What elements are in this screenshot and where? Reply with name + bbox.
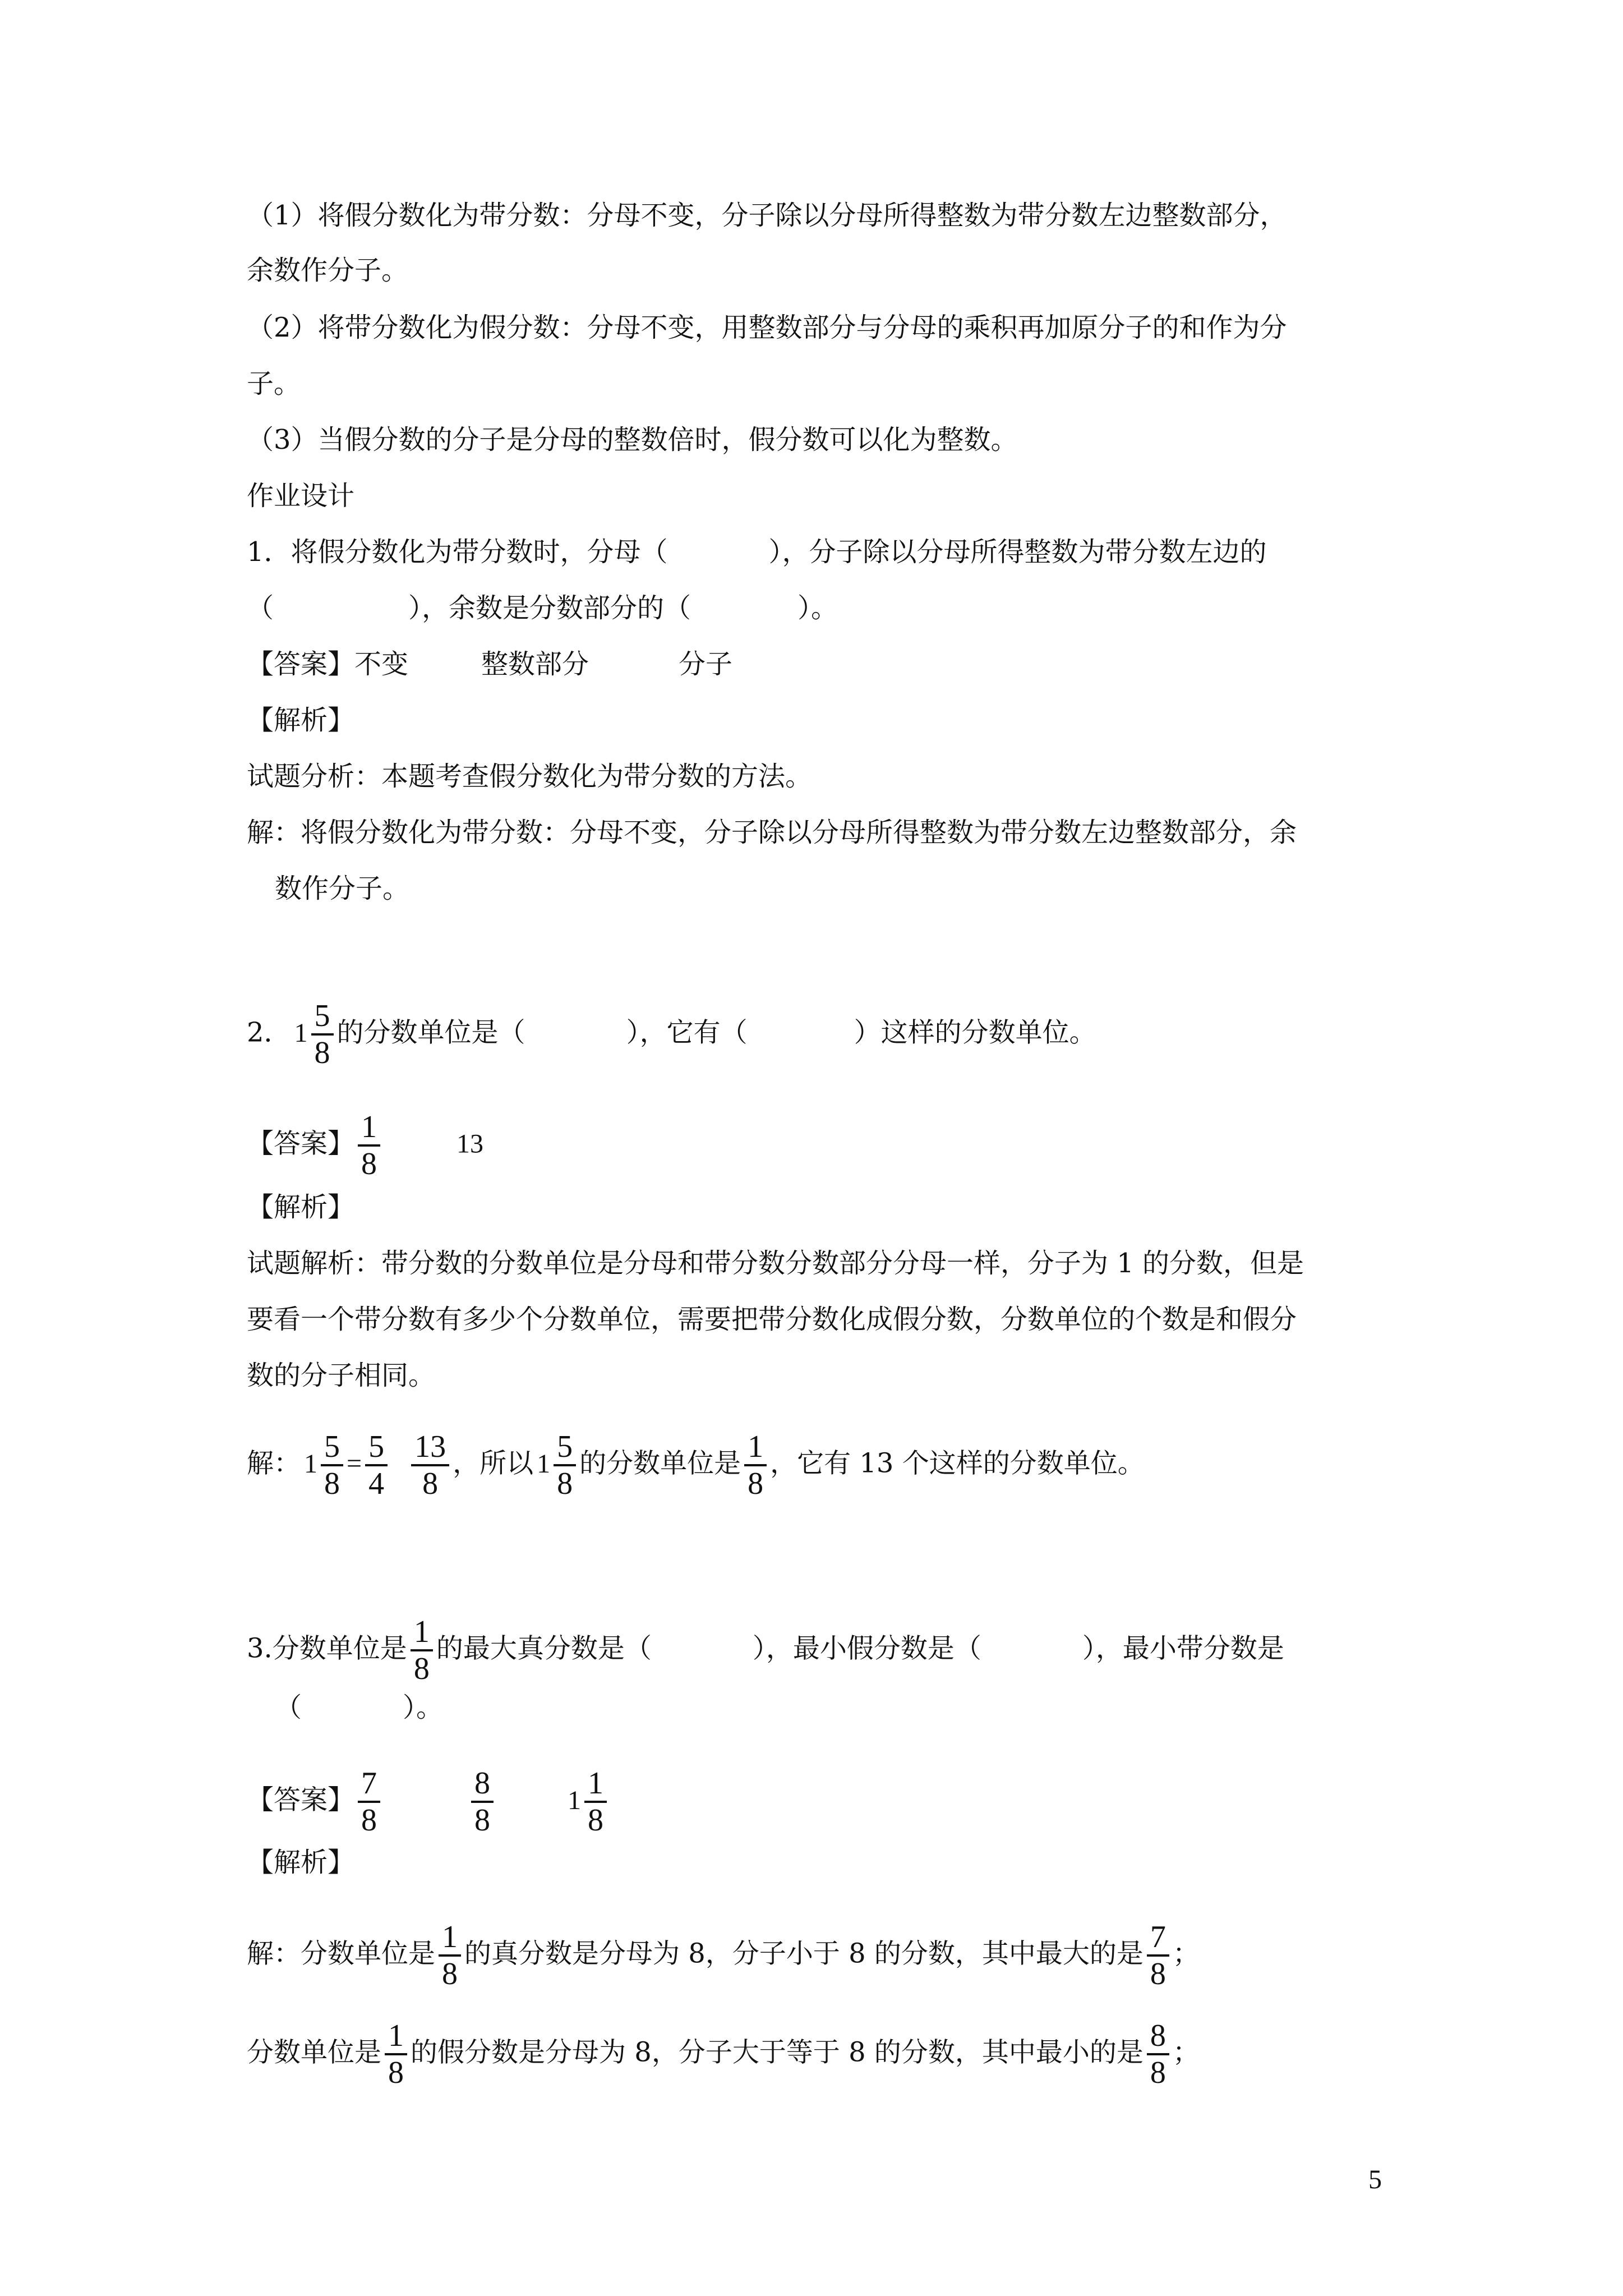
question-1-text-a: 1．将假分数化为带分数时，分母（ bbox=[247, 536, 668, 568]
answer-value: 整数部分 bbox=[481, 648, 589, 680]
intro-paragraph-1-cont: 余数作分子。 bbox=[247, 255, 409, 286]
question-3-solution-1: 解：分数单位是 $\frac{1}{8}$ 的真分数是分母为 8，分子小于 8 的分数，其中最大的是 $\frac{7}{8}$ ； bbox=[247, 1920, 1200, 1991]
question-1-solution-cont: 数作分子。 bbox=[275, 873, 410, 904]
answer-value: 13 bbox=[457, 1129, 484, 1159]
question-3-solution-2: 分数单位是 $\frac{1}{8}$ 的假分数是分母为 8，分子大于等于 8 的分数，其中最小的是 $\frac{8}{8}$ ； bbox=[247, 2018, 1200, 2090]
fraction: $\frac{1}{8}$ bbox=[439, 1921, 461, 1990]
fraction: $\frac{5}{4}$ bbox=[365, 1430, 388, 1500]
question-1-text-d: ），余数是分数部分的（ bbox=[408, 592, 691, 624]
question-2-answer bbox=[247, 1111, 483, 1180]
intro-paragraph-2-cont: 子。 bbox=[247, 368, 301, 399]
question-3-answer: 【答案】 $\frac{7}{8}$ $\frac{8}{8}$ 1 $\frac{1}{8}$ bbox=[247, 1767, 610, 1837]
question-1-text-c: （ bbox=[247, 592, 274, 624]
question-1-line-1 bbox=[247, 534, 1267, 570]
question-3-number: 3.分数单位是 bbox=[247, 1632, 407, 1664]
question-1-analysis: 试题分析：本题考查假分数化为带分数的方法。 bbox=[247, 761, 813, 792]
fraction: $\frac{1}{8}$ bbox=[385, 2019, 407, 2089]
question-1-solution: 解：将假分数化为带分数：分母不变，分子除以分母所得整数为带分数左边整数部分，余 bbox=[247, 817, 1297, 848]
fraction: $\frac{1}{8}$ bbox=[411, 1616, 433, 1685]
question-3-analysis-label: 【解析】 bbox=[247, 1847, 355, 1878]
question-2-analysis-2: 要看一个带分数有多少个分数单位，需要把带分数化成假分数，分数单位的个数是和假分 bbox=[247, 1304, 1297, 1335]
section-title: 作业设计 bbox=[247, 480, 355, 512]
question-2-number: 2． bbox=[247, 1016, 291, 1048]
mixed-number-whole: 1 bbox=[294, 1018, 308, 1048]
answer-value: 分子 bbox=[679, 648, 733, 680]
fraction: $\frac{1}{8}$ bbox=[744, 1430, 767, 1500]
page-number: 5 bbox=[1368, 2165, 1382, 2194]
intro-paragraph-1: （1）将假分数化为带分数：分母不变，分子除以分母所得整数为带分数左边整数部分， bbox=[247, 200, 1287, 231]
fraction: $\frac{7}{8}$ bbox=[1147, 1921, 1169, 1990]
fraction: $\frac{1}{8}$ bbox=[584, 1767, 607, 1837]
question-2-solution: 解： 1 $\frac{5}{8}$ = $\frac{5}{4}$ $\frac{13}{8}$ ，所以 1 $\frac{5}{8}$ 的分数单位是 $\frac{1}{8}$ ，它有 13 个这样的分数单位。 bbox=[247, 1429, 1145, 1501]
fraction: $\frac{8}{8}$ bbox=[471, 1767, 494, 1837]
question-1-answer bbox=[247, 646, 732, 682]
question-1-analysis-label: 【解析】 bbox=[247, 705, 355, 736]
question-3-line-2: （ ）。 bbox=[275, 1692, 444, 1723]
fraction: $\frac{1}{8}$ bbox=[358, 1111, 380, 1180]
intro-paragraph-2: （2）将带分数化为假分数：分母不变，用整数部分与分母的乘积再加原分子的和作为分 bbox=[247, 312, 1287, 343]
answer-label: 【答案】 bbox=[247, 1784, 355, 1816]
answer-label: 【答案】 bbox=[247, 648, 355, 680]
fraction: $\frac{5}{8}$ bbox=[311, 1000, 334, 1069]
fraction: $\frac{13}{8}$ bbox=[411, 1430, 449, 1500]
answer-label: 【答案】 bbox=[247, 1128, 355, 1159]
question-2-analysis-label: 【解析】 bbox=[247, 1191, 355, 1223]
answer-value: 不变 bbox=[354, 648, 409, 680]
fraction: $\frac{5}{8}$ bbox=[554, 1430, 576, 1500]
question-2-line: 2． 1 $\frac{5}{8}$ 的分数单位是（ ），它有（ ）这样的分数单位。 bbox=[247, 999, 1096, 1070]
question-1-text-e: ）。 bbox=[797, 592, 838, 624]
question-2-analysis-3: 数的分子相同。 bbox=[247, 1360, 436, 1391]
question-1-line-2 bbox=[247, 590, 838, 626]
question-1-text-b: ），分子除以分母所得整数为带分数左边的 bbox=[768, 536, 1267, 568]
question-2-analysis-1: 试题解析：带分数的分数单位是分母和带分数分数部分分母一样，分子为 1 的分数，但是 bbox=[247, 1248, 1304, 1279]
fraction: $\frac{7}{8}$ bbox=[358, 1767, 380, 1837]
fraction: $\frac{5}{8}$ bbox=[321, 1430, 343, 1500]
fraction: $\frac{8}{8}$ bbox=[1147, 2019, 1169, 2089]
intro-paragraph-3: （3）当假分数的分子是分母的整数倍时，假分数可以化为整数。 bbox=[247, 424, 1018, 455]
question-3-line-1: 3.分数单位是 $\frac{1}{8}$ 的最大真分数是（ ），最小假分数是（ ），最小带分数是 bbox=[247, 1614, 1284, 1686]
